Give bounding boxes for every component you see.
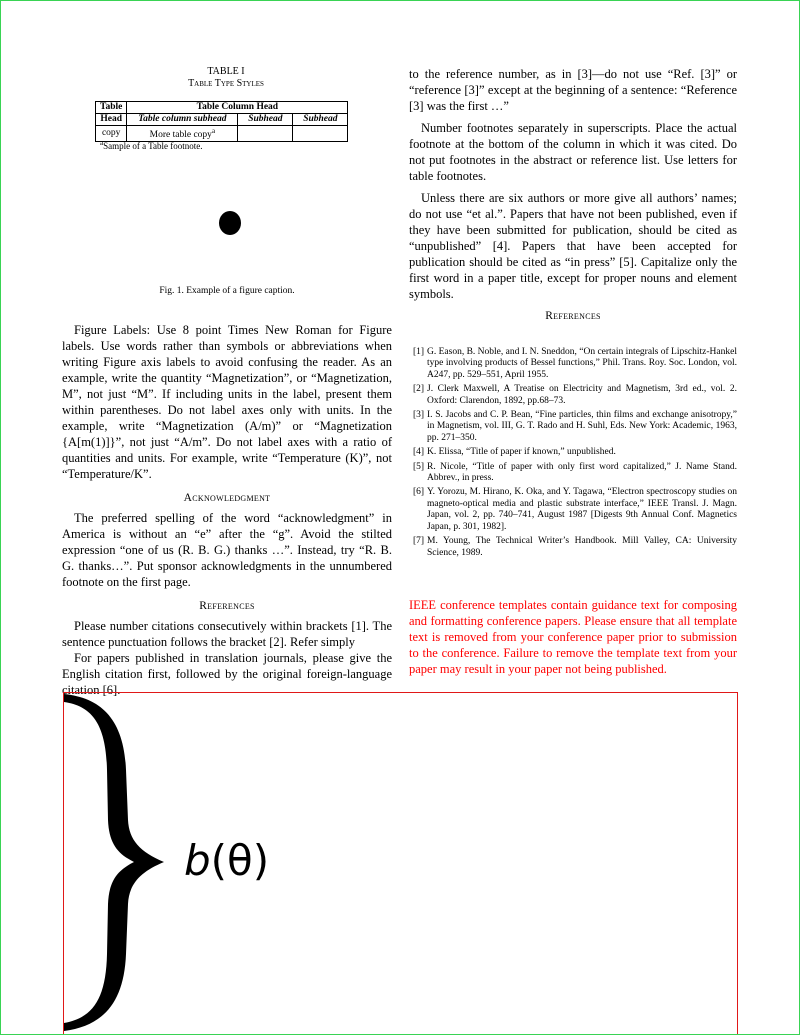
reference-item: [5] R. Nicole, “Title of paper with only first word capitalized,” J. Name Stand. Abbrev., in press. [413, 461, 737, 484]
table-title: TABLE I [207, 66, 245, 77]
table-row-label: copy [96, 126, 127, 142]
right-column [409, 66, 737, 323]
figure-dot [219, 211, 241, 235]
references-heading-left: References [199, 600, 255, 612]
table-cell-empty [238, 126, 293, 142]
table-subtitle: Table Type Styles [188, 78, 264, 89]
curly-brace-icon [62, 690, 172, 1035]
paragraph-acknowledgment: The preferred spelling of the word “acknowledgment” in America is without an “e” after the “g”. Avoid the stilted expression “one of us (R. B. G.) thanks …”. Instead, try “R. B. G. thanks…”. Put sponsor acknowledgments in the unnumbered footnote on the first page. [62, 511, 392, 589]
paragraph-authors: Unless there are six authors or more give all authors’ names; do not use “et al.”. Papers that have not been published, even if they have been submitted for publication, should be cited as “unpublished” [4]. Papers that have been accepted for publication should be cited as “in press” [5]. Capitalize only the first word in a paper title, except for proper nouns and element symbols. [409, 191, 737, 301]
reference-item: [7] M. Young, The Technical Writer’s Handbook. Mill Valley, CA: University Science, 1989. [413, 536, 737, 558]
table-subhead-2: Subhead [238, 114, 293, 126]
reference-item: [3] I. S. Jacobs and C. P. Bean, “Fine particles, thin films and exchange anisotropy,” in Magnetism, vol. III, G. T. Rado and H. Suhl, Eds. New York: Academic, 1963, pp. 271–350. [413, 410, 737, 443]
paragraph-continuation: to the reference number, as in [3]—do not use “Ref. [3]” or “reference [3]” except at the beginning of a sentence: “Reference [3] was the first …” [409, 67, 737, 113]
reference-list [409, 347, 737, 562]
left-column [62, 322, 392, 698]
paragraph-references-1: Please number citations consecutively within brackets [1]. The sentence punctuation follows the bracket [2]. Refer simply [62, 619, 392, 649]
table-subhead-3: Subhead [293, 114, 348, 126]
table-column-head: Table Column Head [127, 102, 348, 114]
paragraph-figure-labels: Figure Labels: Use 8 point Times New Roman for Figure labels. Use words rather than symbols or abbreviations when writing Figure axis labels to avoid confusing the reader. As an example, write the quantity “Magnetization”, or “Magnetization, M”, not just “M”. If including units in the label, present them within parentheses. Do not label axes only with units. In the example, write “Magnetization (A/m)” or “Magnetization {A[m(1)]}”, not just “A/m”. Do not label axes with a ratio of quantities and units. For example, write “Temperature (K)”, not “Temperature/K”. [62, 323, 392, 481]
table-type-styles [95, 101, 348, 142]
reference-item: [1] G. Eason, B. Noble, and I. N. Sneddon, “On certain integrals of Lipschitz-Hankel type involving products of Bessel functions,” Phil. Trans. Roy. Soc. London, vol. A247, pp. 529–551, April 1955. [413, 347, 737, 380]
reference-item: [2] J. Clerk Maxwell, A Treatise on Electricity and Magnetism, 3rd ed., vol. 2. Oxford: Clarendon, 1892, pp.68–73. [413, 384, 737, 406]
figure-caption: Fig. 1. Example of a figure caption. [159, 286, 295, 296]
reference-item: [6] Y. Yorozu, M. Hirano, K. Oka, and Y. Tagawa, “Electron spectroscopy studies on magneto-optical media and plastic substrate interface,” IEEE Transl. J. Magn. Japan, vol. 2, pp. 740–741, August 1987 [Digests 9th Annual Conf. Magnetics Japan, p. 301, 1982]. [413, 487, 737, 532]
table-footnote: $^a$Sample of a Table footnote. [100, 139, 203, 151]
paragraph-references-2: For papers published in translation journals, please give the English citation first, followed by the original foreign-language citation [6]. [62, 651, 392, 697]
table-cell-empty [293, 126, 348, 142]
table-head-cell: Table [96, 102, 127, 114]
template-warning: IEEE conference templates contain guidance text for composing and formatting conference papers. Please ensure that all template text is removed from your conference paper prior to submission to the conference. Failure to remove the template text from your paper may result in your paper not being published. [409, 598, 737, 676]
b-theta-label: b(θ) [184, 836, 270, 885]
reference-item: [4] K. Elissa, “Title of paper if known,” unpublished. [413, 447, 616, 458]
table-subhead-1: Table column subhead [127, 114, 238, 126]
table-row-value: More table copy$^a$ [127, 126, 238, 142]
references-heading-right: References [545, 310, 601, 322]
table-head-cell-2: Head [96, 114, 127, 126]
acknowledgment-heading: Acknowledgment [183, 492, 271, 504]
paragraph-footnotes: Number footnotes separately in superscripts. Place the actual footnote at the bottom of the column in which it was cited. Do not put footnotes in the abstract or reference list. Use letters for table footnotes. [409, 121, 737, 183]
